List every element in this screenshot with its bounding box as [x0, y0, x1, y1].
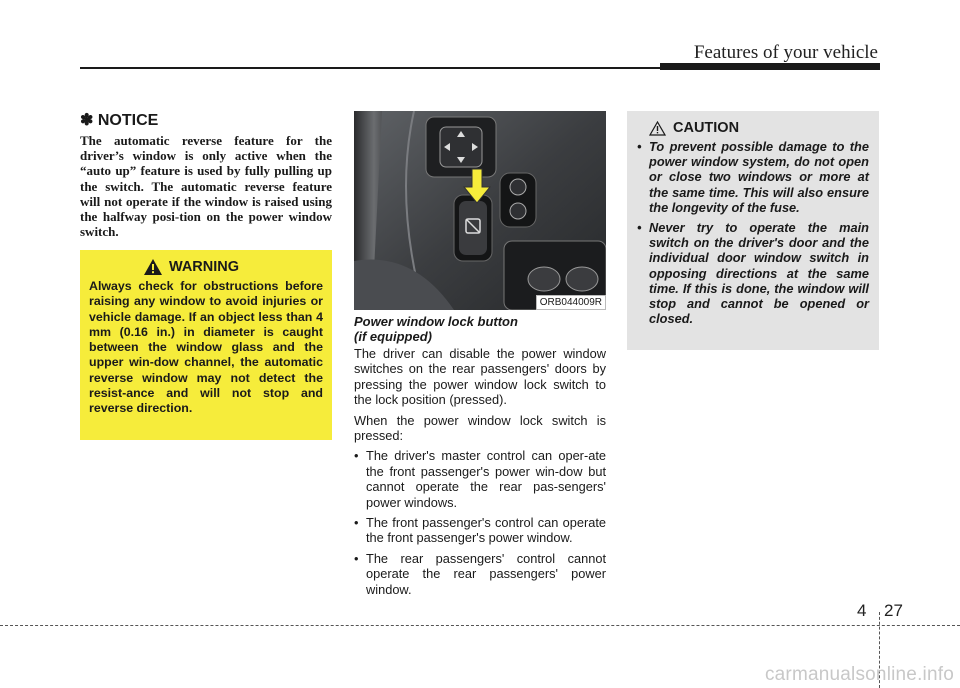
notice-body: The automatic reverse feature for the driver’s window is only active when the “auto up” feature is used by fully pulling up the switch. The automatic reverse feature will not operate if the window is raised using the halfway posi-tion on the power window switch.: [80, 133, 332, 240]
caution-list: [637, 139, 869, 326]
caution-title: CAUTION: [673, 120, 740, 136]
figure-caption-line1: Power window lock button: [354, 314, 518, 329]
list-item: [354, 448, 606, 510]
figure-caption-line2: (if equipped): [354, 328, 432, 344]
list-item-text: The driver's master control can oper-ate the front passenger's power win-dow but cannot operate the rear pas-sengers' power windows.: [366, 448, 606, 510]
notice-heading: [80, 110, 158, 130]
warning-header: [59, 258, 323, 276]
caution-item: [637, 139, 869, 215]
list-item-text: The rear passengers' control cannot operate the rear passengers' power window.: [366, 550, 606, 597]
body-lead: When the power window lock switch is pressed:: [354, 412, 606, 444]
caution-triangle-icon: [649, 121, 666, 136]
section-title: Features of your vehicle: [693, 42, 878, 63]
notice-symbol: ✽: [80, 112, 94, 129]
bullet-icon: •: [354, 515, 359, 531]
body-bullet-list: [354, 448, 606, 597]
list-item: [354, 551, 606, 597]
caution-item: [637, 220, 869, 326]
page-number: 27: [884, 601, 903, 620]
power-window-switch-photo: [354, 111, 606, 310]
bullet-icon: •: [637, 220, 642, 236]
warning-box: [80, 250, 332, 440]
caution-item-text: To prevent possible damage to the power window system, do not open or close two windows or more at the same time. This will also ensure the longevity of the fuse.: [649, 139, 869, 215]
body-intro: The driver can disable the power window switches on the rear passengers' doors by pressing the power window lock switch to the lock position (pressed).: [354, 346, 606, 408]
figure-code: ORB044009R: [536, 295, 606, 310]
watermark: carmanualsonline.info: [764, 664, 954, 685]
warning-triangle-icon: [143, 258, 163, 276]
notice-title: NOTICE: [97, 112, 159, 129]
footer-rule: [0, 625, 960, 626]
caution-header: [649, 120, 869, 136]
list-item: [354, 515, 606, 546]
list-item-text: The front passenger's control can operate the front passenger's power window.: [366, 515, 606, 546]
header-bar: [660, 63, 880, 70]
switch-panel-illustration: [354, 111, 606, 310]
bullet-icon: •: [637, 139, 642, 154]
caution-item-text: Never try to operate the main switch on the driver's door and the individual door window switch in opposing directions at the same time. If this is done, the window will stop and cannot be opened or closed.: [649, 220, 869, 327]
caution-box: [627, 111, 879, 350]
bullet-icon: •: [354, 448, 359, 464]
bullet-icon: •: [354, 550, 359, 566]
chapter-number: 4: [857, 601, 867, 620]
body-text: [354, 346, 606, 602]
warning-body: Always check for obstructions before raising any window to avoid injuries or vehicle damage. If an object less than 4 mm (0.16 in.) in diameter is caught between the window glass and the upper win-dow channel, the automatic reverse window may not detect the resist-ance and will not stop and reverse direction.: [89, 279, 323, 416]
figure-caption: [354, 315, 606, 344]
warning-title: WARNING: [168, 259, 240, 275]
